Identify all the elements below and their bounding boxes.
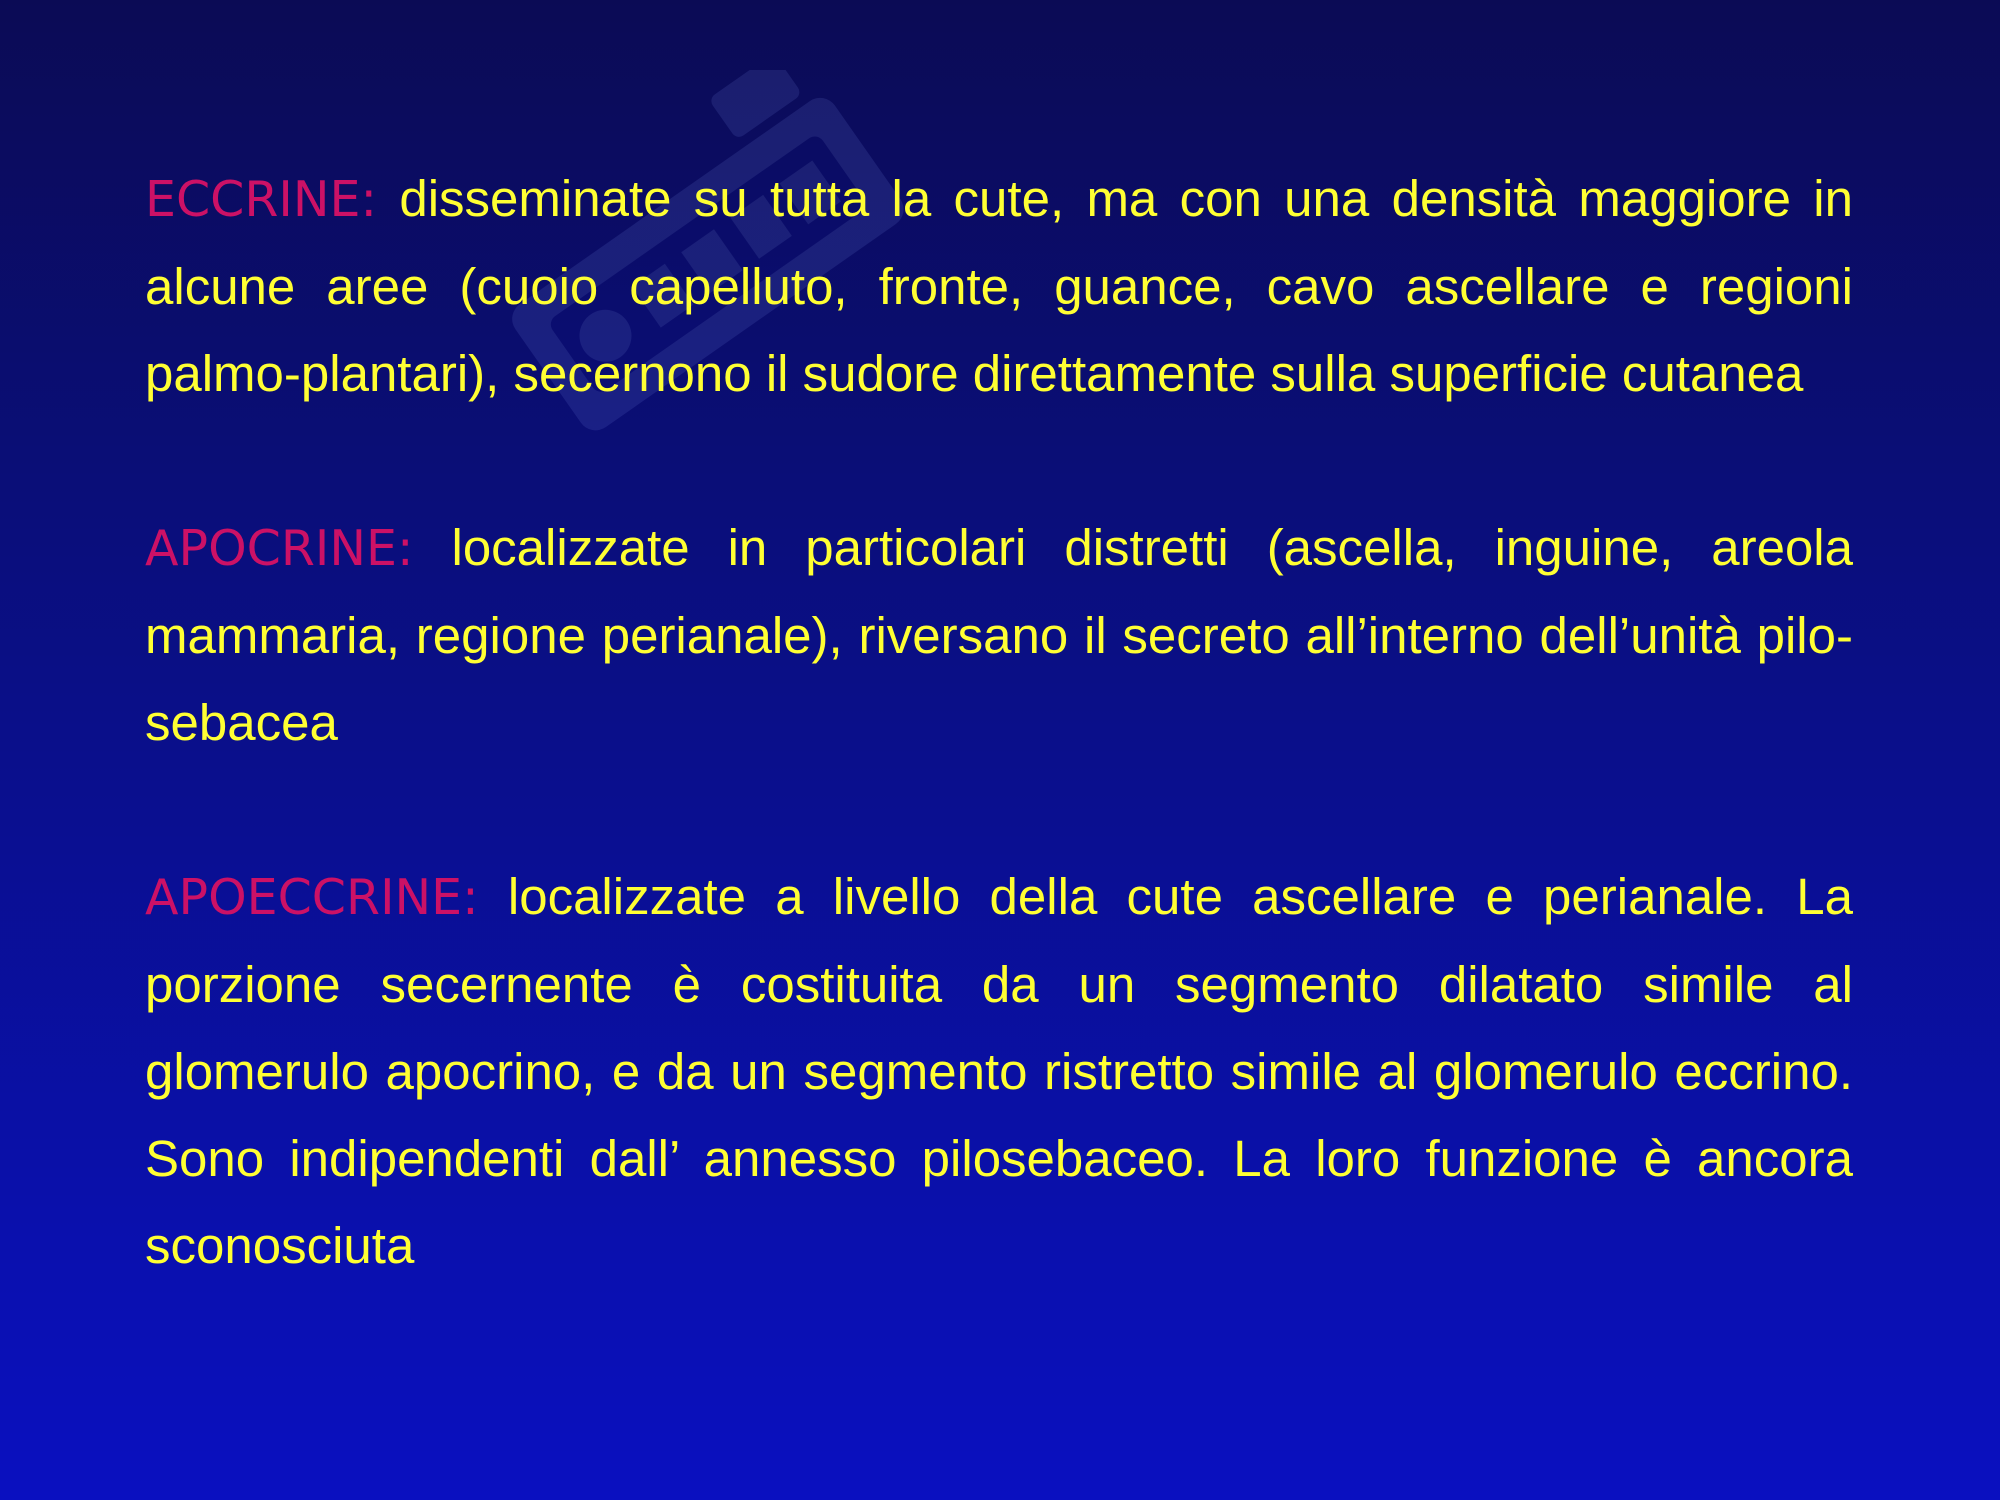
text-eccrine: disseminate su tutta la cute, ma con una densità maggiore in alcune aree (cuoio capelluto, fronte, guance, cavo ascellare e regioni palmo-plantari), secernono il sudore direttamente sulla superficie cutanea: [145, 170, 1853, 402]
paragraph-eccrine: [145, 155, 1853, 417]
text-apocrine: localizzate in particolari distretti (ascella, inguine, areola mammaria, regione perianale), riversano il secreto all’interno dell’unità pilo-sebacea: [145, 519, 1854, 751]
term-apoeccrine: APOECCRINE:: [145, 869, 479, 926]
slide-body: [145, 155, 1853, 1289]
term-apocrine: APOCRINE:: [145, 520, 414, 577]
paragraph-apocrine: [145, 504, 1853, 766]
paragraph-apoeccrine: [145, 853, 1853, 1289]
term-eccrine: ECCRINE:: [145, 171, 378, 228]
text-apoeccrine: localizzate a livello della cute ascellare e perianale. La porzione secernente è costituita da un segmento dilatato simile al glomerulo apocrino, e da un segmento ristretto simile al glomerulo eccrino. Sono indipendenti dall’ annesso pilosebaceo. La loro funzione è ancora sconosciuta: [145, 868, 1853, 1274]
